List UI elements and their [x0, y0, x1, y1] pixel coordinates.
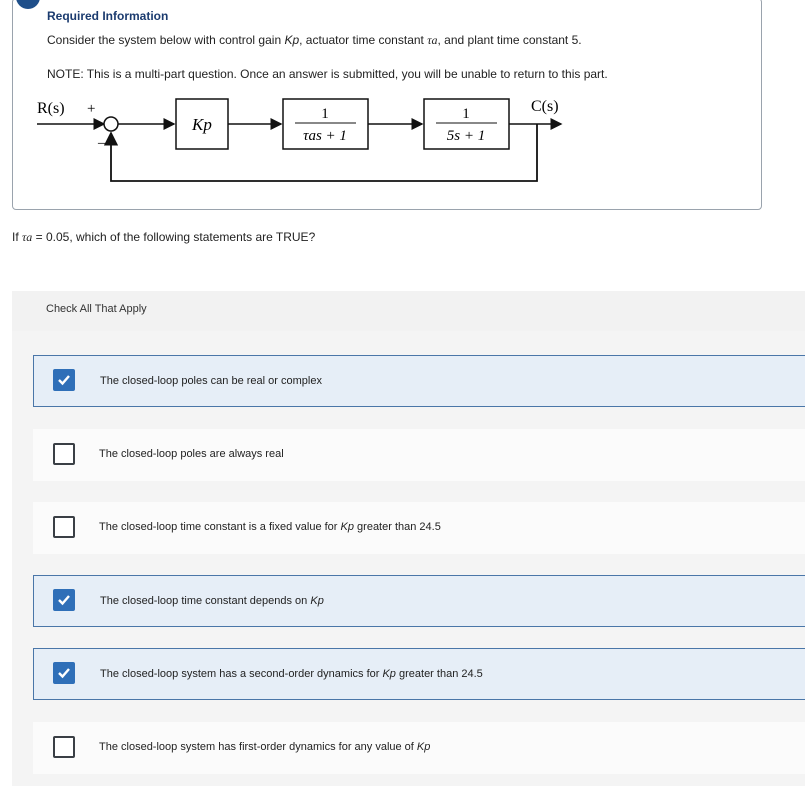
option-second-order[interactable]	[33, 648, 805, 700]
option-time-constant-depends[interactable]	[33, 575, 805, 627]
checkbox-checked[interactable]	[53, 589, 75, 611]
checkbox-unchecked[interactable]	[53, 516, 75, 538]
kp-symbol: Kp	[310, 595, 324, 607]
kp-symbol: Kp	[416, 741, 431, 753]
option-label-part: The closed-loop system has a second-order dynamics for	[100, 668, 383, 680]
check-all-label: Check All That Apply	[46, 303, 147, 315]
option-label	[100, 595, 324, 607]
plus-sign: +	[87, 101, 96, 117]
actuator-denominator: τas + 1	[303, 128, 347, 144]
info-text: Consider the system below with control gain	[47, 33, 285, 47]
option-label-part: The closed-loop time constant is a fixed value for	[99, 521, 341, 533]
option-poles-always-real[interactable]	[33, 429, 805, 481]
minus-sign: –	[98, 135, 106, 151]
info-indicator-icon	[16, 0, 40, 9]
check-all-header	[12, 291, 805, 331]
plant-numerator: 1	[462, 106, 470, 122]
info-text: , actuator time constant	[299, 33, 428, 47]
checkbox-checked[interactable]	[53, 369, 75, 391]
option-time-constant-fixed[interactable]	[33, 502, 805, 554]
option-label: The closed-loop poles are always real	[99, 448, 284, 460]
block-diagram	[31, 91, 591, 191]
plant-denominator: 5s + 1	[446, 128, 486, 144]
output-label: C(s)	[531, 98, 559, 115]
kp-symbol: Kp	[284, 33, 300, 47]
option-poles-real-or-complex[interactable]	[33, 355, 805, 407]
option-label-part: greater than 24.5	[395, 668, 483, 680]
kp-symbol: Kp	[382, 668, 396, 680]
option-label: The closed-loop poles can be real or complex	[100, 375, 322, 387]
required-information-panel	[12, 0, 762, 210]
info-note: NOTE: This is a multi-part question. Once an answer is submitted, you will be unable to return to this part.	[47, 67, 608, 81]
option-label	[99, 741, 430, 753]
checkbox-unchecked[interactable]	[53, 736, 75, 758]
option-label	[99, 521, 441, 533]
tau-symbol: τa	[427, 33, 438, 47]
question-part: If	[12, 230, 23, 244]
input-label: R(s)	[37, 100, 65, 117]
option-first-order[interactable]	[33, 722, 805, 774]
checkmark-icon	[57, 373, 71, 387]
question-text	[12, 230, 315, 245]
gain-block-label: Kp	[192, 115, 212, 134]
tau-symbol: τa	[22, 230, 33, 244]
kp-symbol: Kp	[340, 521, 354, 533]
summing-junction	[104, 117, 118, 131]
checkbox-checked[interactable]	[53, 662, 75, 684]
checkmark-icon	[57, 666, 71, 680]
info-title: Required Information	[47, 9, 169, 23]
option-label-part: greater than 24.5	[353, 521, 441, 533]
option-label	[100, 668, 483, 680]
checkbox-unchecked[interactable]	[53, 443, 75, 465]
option-label-part: The closed-loop time constant depends on	[100, 595, 311, 607]
actuator-numerator: 1	[321, 106, 329, 122]
info-description	[47, 33, 582, 48]
question-part: = 0.05, which of the following statements are TRUE?	[32, 230, 316, 244]
checkmark-icon	[57, 593, 71, 607]
info-text: , and plant time constant 5.	[437, 33, 582, 47]
option-label-part: The closed-loop system has first-order dynamics for any value of	[99, 741, 417, 753]
